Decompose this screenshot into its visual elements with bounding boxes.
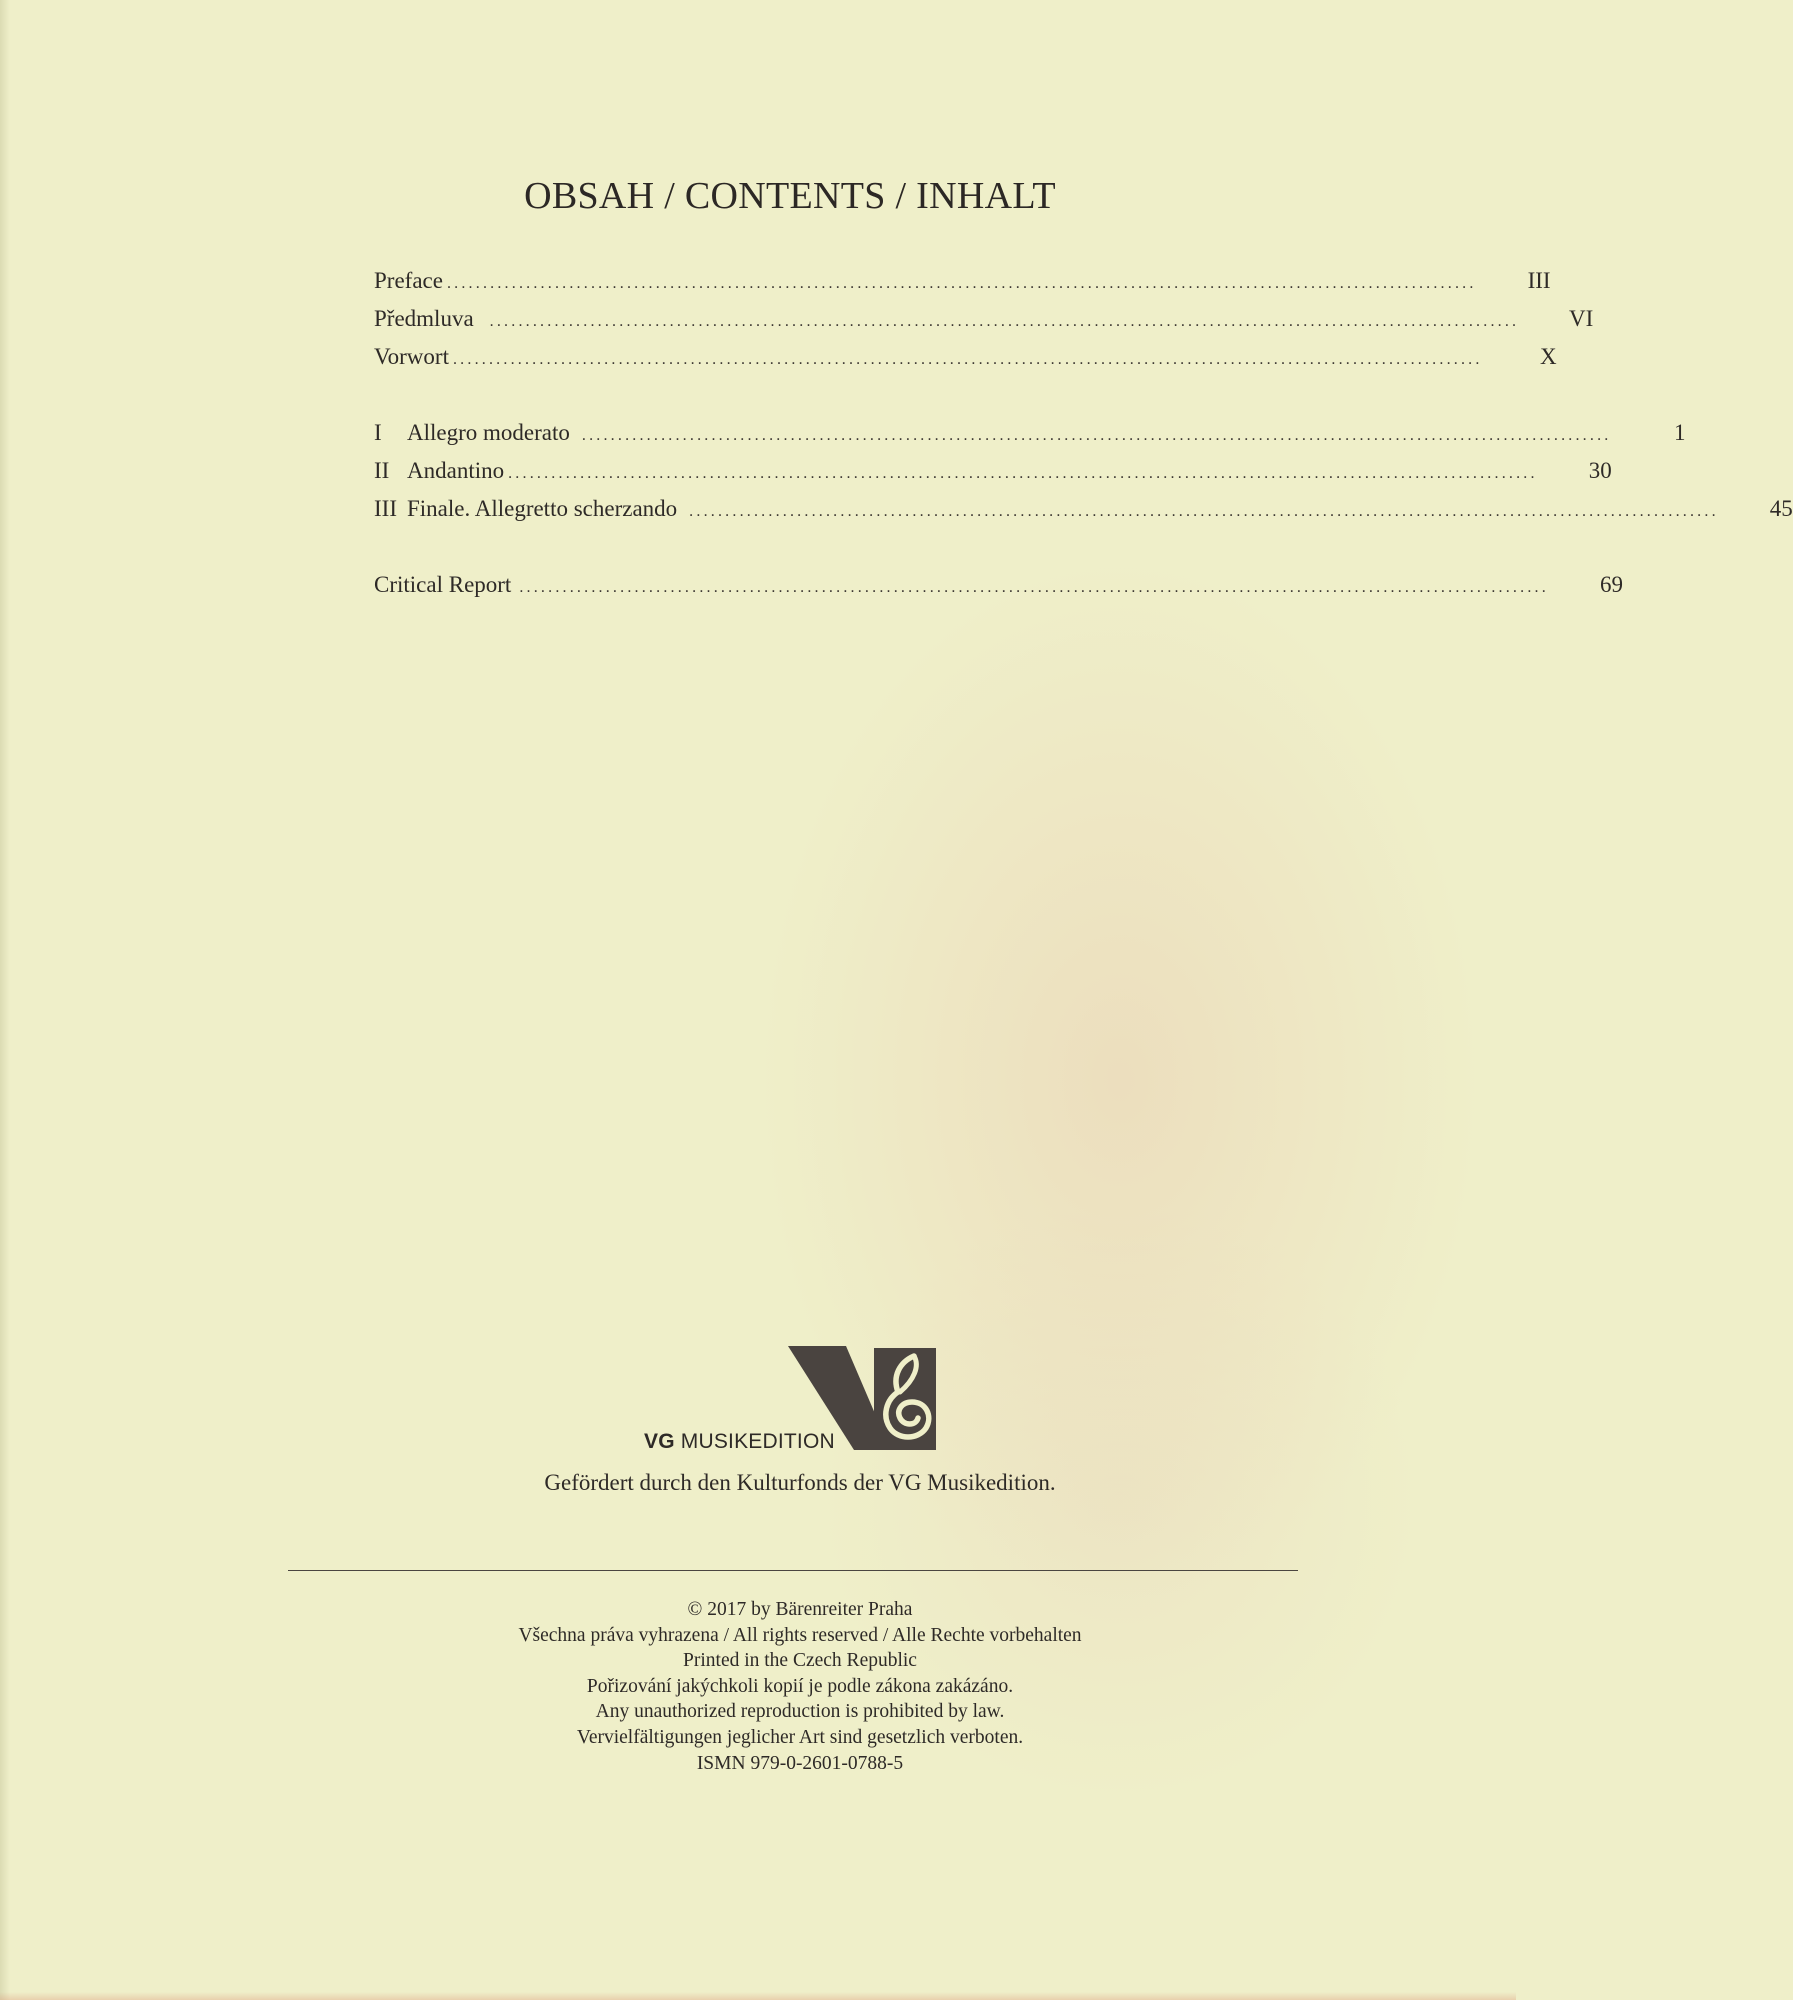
toc-entry-movement-3 xyxy=(374,496,1793,530)
toc-leader-dots: ............................................................................................................................................... xyxy=(489,313,1520,330)
page-bottom-edge xyxy=(0,1992,1516,2000)
toc-entry-critical-report xyxy=(374,572,1623,606)
toc-entry-movement-1 xyxy=(374,420,1686,454)
toc-leader-dots: ............................................................................................................................................... xyxy=(446,275,1477,292)
toc-entry-page: III xyxy=(1527,268,1551,293)
toc-movement-number: II xyxy=(374,458,390,483)
toc-entry-page: 69 xyxy=(1599,572,1623,597)
toc-entry-page: 45 xyxy=(1769,496,1793,521)
ismn-line: ISMN 979-0-2601-0788-5 xyxy=(696,1752,904,1774)
toc-entry-vorwort xyxy=(374,344,1557,378)
copy-prohibition-de-line: Vervielfältigungen jeglicher Art sind gesetzlich verboten. xyxy=(576,1726,1024,1748)
logo-wordmark-rest: MUSIKEDITION xyxy=(674,1430,835,1453)
toc-entry-label: Vorwort xyxy=(374,344,449,369)
rights-line: Všechna práva vyhrazena / All rights reserved / Alle Rechte vorbehalten xyxy=(518,1624,1082,1646)
toc-entry-movement-2 xyxy=(374,458,1612,492)
toc-entry-label: Finale. Allegretto scherzando xyxy=(407,496,678,521)
toc-entry-page: VI xyxy=(1568,306,1594,331)
toc-entry-label: Preface xyxy=(374,268,443,293)
toc-leader-dots: ............................................................................................................................................... xyxy=(452,351,1483,368)
page-title: OBSAH / CONTENTS / INHALT xyxy=(524,175,1056,217)
funding-note: Gefördert durch den Kulturfonds der VG Musikedition. xyxy=(544,1470,1056,1495)
toc-entry-label: Critical Report xyxy=(374,572,512,597)
toc-entry-page: 30 xyxy=(1588,458,1612,483)
copyright-line: © 2017 by Bärenreiter Praha xyxy=(687,1599,913,1620)
toc-movement-number: III xyxy=(374,496,397,521)
toc-entry-label: Předmluva xyxy=(374,306,474,331)
copy-prohibition-en-line: Any unauthorized reproduction is prohibited by law. xyxy=(595,1701,1005,1723)
toc-entry-predmluva xyxy=(374,306,1594,340)
vg-musikedition-logo xyxy=(644,1346,944,1456)
toc-entry-label: Allegro moderato xyxy=(407,420,570,445)
vg-logo-icon xyxy=(788,1346,938,1450)
toc-leader-dots: ............................................................................................................................................... xyxy=(519,579,1549,596)
divider-rule xyxy=(288,1570,1298,1571)
toc-leader-dots: ............................................................................................................................................... xyxy=(581,427,1612,444)
printed-line: Printed in the Czech Republic xyxy=(683,1650,917,1672)
toc-entry-page: 1 xyxy=(1673,420,1686,445)
toc-entry-page: X xyxy=(1539,344,1557,369)
imprint-block xyxy=(0,1597,1600,1776)
copy-prohibition-cz-line: Pořizování jakýchkoli kopií je podle zákona zakázáno. xyxy=(586,1675,1014,1697)
toc-entry-label: Andantino xyxy=(407,458,505,483)
toc-leader-dots: ............................................................................................................................................... xyxy=(508,465,1538,482)
toc-movement-number: I xyxy=(374,420,382,445)
logo-wordmark-strong: VG xyxy=(644,1430,675,1453)
toc-entry-preface xyxy=(374,268,1551,302)
toc-leader-dots: ............................................................................................................................................... xyxy=(689,503,1719,520)
